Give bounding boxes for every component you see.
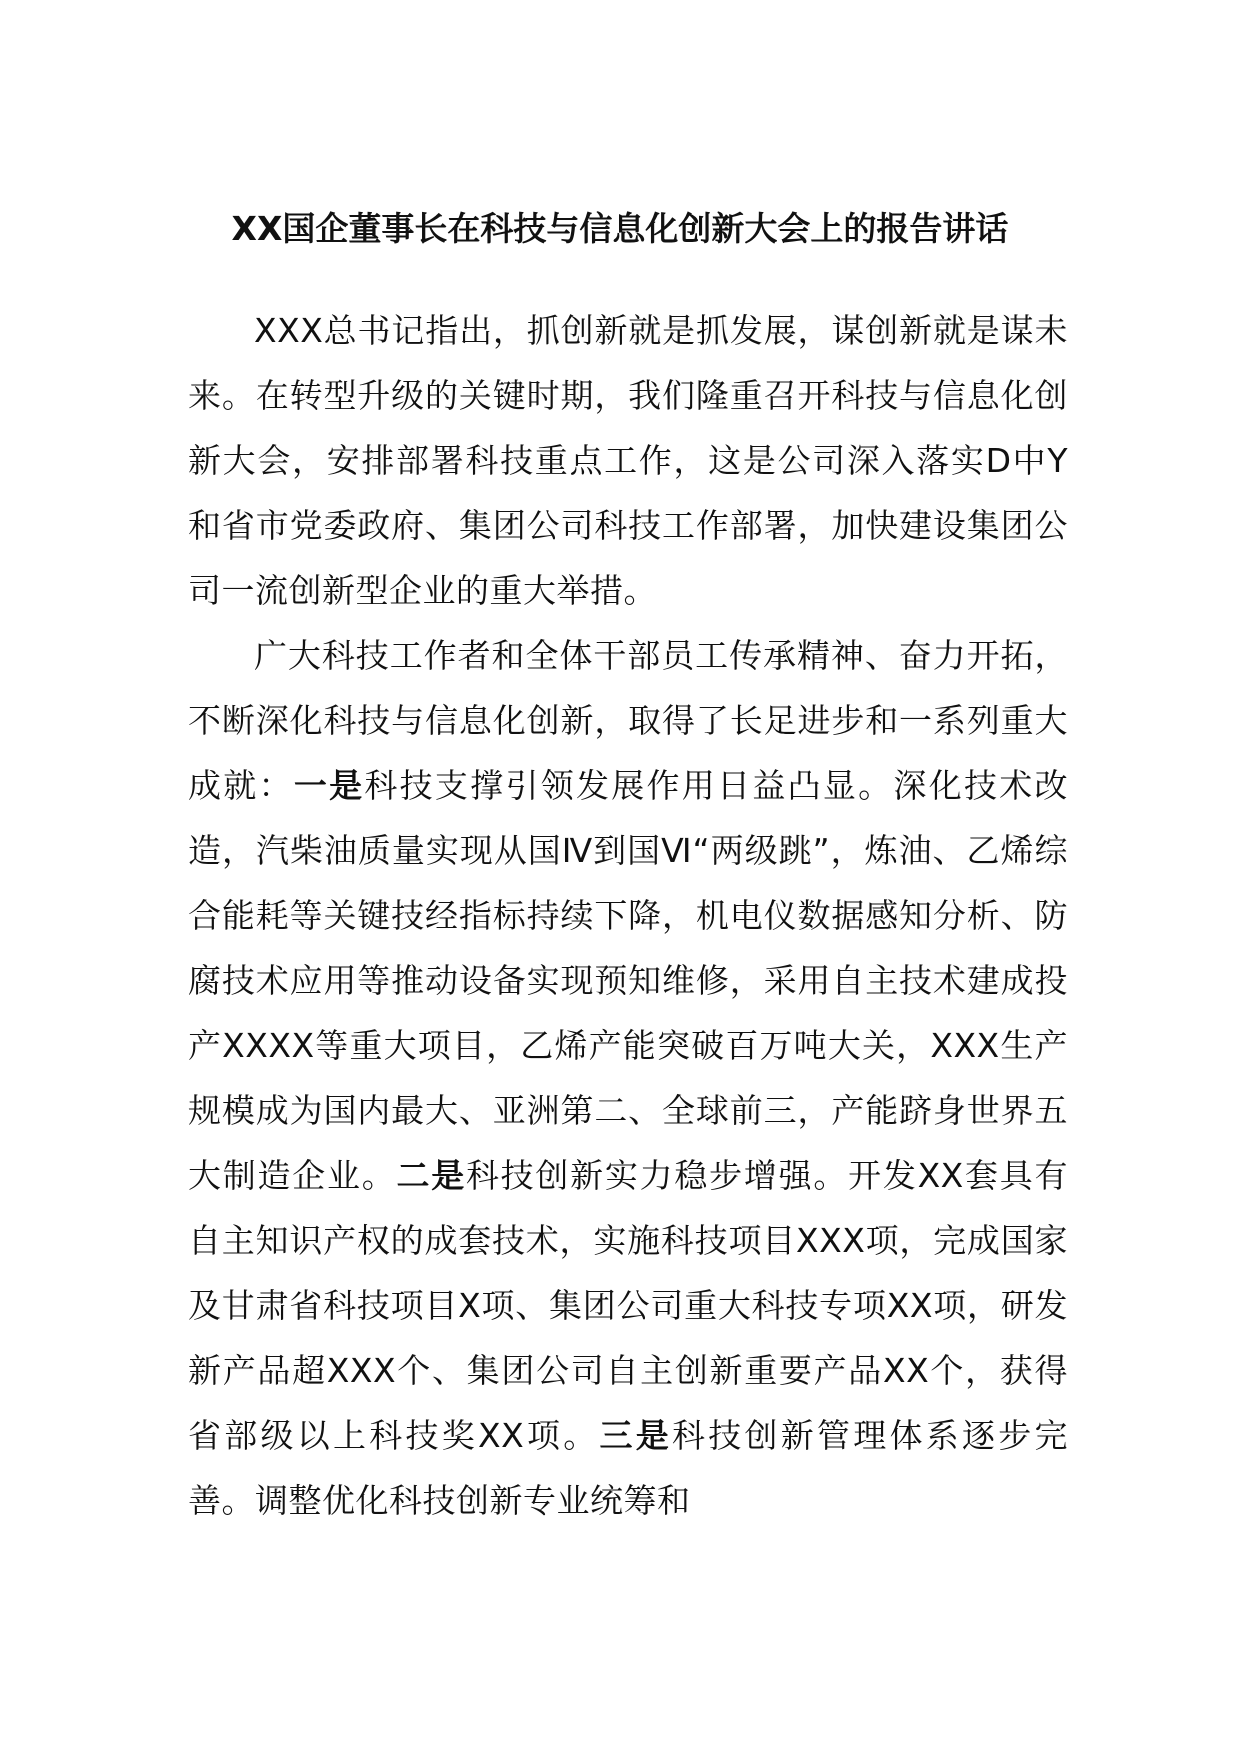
paragraph-achievements: [188, 623, 1068, 1533]
document-body: [188, 298, 1068, 1533]
paragraph-text: 科技支撑引领发展作用日益凸显。深化技术改造，汽柴油质量实现从国Ⅳ到国Ⅵ“两级跳”，炼油、乙烯综合能耗等关键技经指标持续下降，机电仪数据感知分析、防腐技术应用等推动设备实现预知维修，采用自主技术建成投产XXXX等重大项目，乙烯产能突破百万吨大关，XXX生产规模成为国内最大、亚洲第二、全球前三，产能跻身世界五大制造企业。: [188, 766, 1069, 1195]
paragraph-text: 科技创新实力稳步增强。开发XX套具有自主知识产权的成套技术，实施科技项目XXX项，完成国家及甘肃省科技项目X项、集团公司重大科技专项XX项，研发新产品超XXX个、集团公司自主创新重要产品XX个，获得省部级以上科技奖XX项。: [188, 1156, 1069, 1455]
lead-phrase-third: 三是: [599, 1416, 672, 1455]
paragraph-text: 广大科技工作者和全体干部员工传承精神、奋力开拓，不断深化科技与信息化创新，取得了长足进步和一系列重大成就：: [188, 636, 1068, 805]
paragraph-text: 科技创新管理体系逐步完善。调整优化科技创新专业统筹和: [188, 1416, 1069, 1520]
paragraph-intro: XXX总书记指出，抓创新就是抓发展，谋创新就是谋未来。在转型升级的关键时期，我们隆重召开科技与信息化创新大会，安排部署科技重点工作，这是公司深入落实D中Y和省市党委政府、集团公司科技工作部署，加快建设集团公司一流创新型企业的重大举措。: [188, 311, 1068, 610]
lead-phrase-second: 二是: [396, 1156, 466, 1195]
lead-phrase-first: 一是: [293, 766, 365, 805]
document-title: XX国企董事长在科技与信息化创新大会上的报告讲话: [231, 209, 1009, 248]
